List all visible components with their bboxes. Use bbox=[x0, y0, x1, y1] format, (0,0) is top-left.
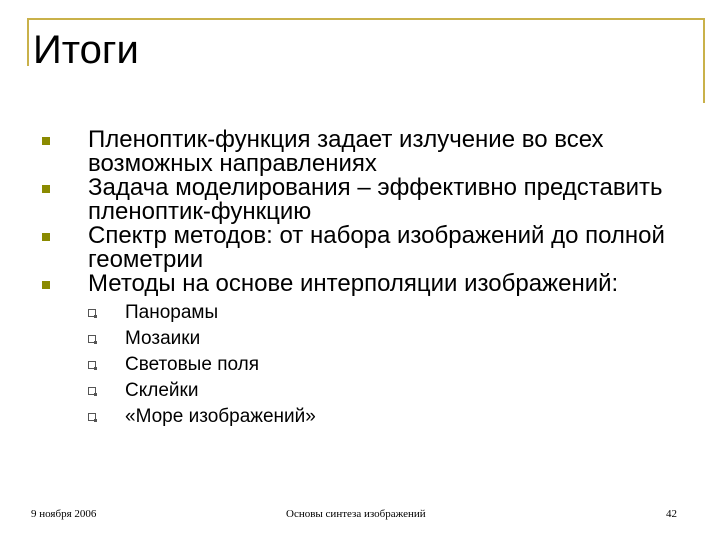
sub-bullet-text: Мозаики bbox=[125, 328, 201, 349]
slide-title: Итоги bbox=[33, 28, 139, 72]
hollow-square-bullet-icon bbox=[88, 335, 96, 343]
bullet-item bbox=[42, 224, 682, 272]
frame-top-line bbox=[27, 18, 705, 20]
square-bullet-icon bbox=[42, 281, 50, 289]
sub-bullet-text: «Море изображений» bbox=[125, 406, 316, 427]
footer-page-number: 42 bbox=[666, 508, 677, 520]
bullet-text: Пленоптик-функция задает излучение во всех возможных направлениях bbox=[88, 126, 604, 177]
hollow-square-bullet-icon bbox=[88, 387, 96, 395]
bullet-text: Спектр методов: от набора изображений до полной геометрии bbox=[88, 222, 665, 273]
sub-bullet-item bbox=[88, 404, 682, 430]
bullet-text: Методы на основе интерполяции изображений: bbox=[88, 270, 619, 297]
frame-left-line bbox=[27, 18, 29, 66]
sub-bullet-text: Световые поля bbox=[125, 354, 260, 375]
square-bullet-icon bbox=[42, 185, 50, 193]
sub-bullet-text: Панорамы bbox=[125, 302, 219, 323]
sub-bullet-item bbox=[88, 378, 682, 404]
square-bullet-icon bbox=[42, 233, 50, 241]
hollow-square-bullet-icon bbox=[88, 413, 96, 421]
footer-date: 9 ноября 2006 bbox=[31, 508, 97, 520]
sub-bullet-item bbox=[88, 300, 682, 326]
bullet-item bbox=[42, 272, 682, 430]
bullet-item bbox=[42, 128, 682, 176]
sub-bullet-text: Склейки bbox=[125, 380, 199, 401]
bullet-list bbox=[42, 128, 682, 430]
bullet-text: Задача моделирования – эффективно представить пленоптик-функцию bbox=[88, 174, 663, 225]
footer-course-title: Основы синтеза изображений bbox=[286, 508, 426, 520]
hollow-square-bullet-icon bbox=[88, 309, 96, 317]
sub-bullet-item bbox=[88, 326, 682, 352]
sub-bullet-list bbox=[88, 300, 682, 430]
square-bullet-icon bbox=[42, 137, 50, 145]
frame-right-line bbox=[703, 18, 705, 103]
bullet-item bbox=[42, 176, 682, 224]
hollow-square-bullet-icon bbox=[88, 361, 96, 369]
sub-bullet-item bbox=[88, 352, 682, 378]
